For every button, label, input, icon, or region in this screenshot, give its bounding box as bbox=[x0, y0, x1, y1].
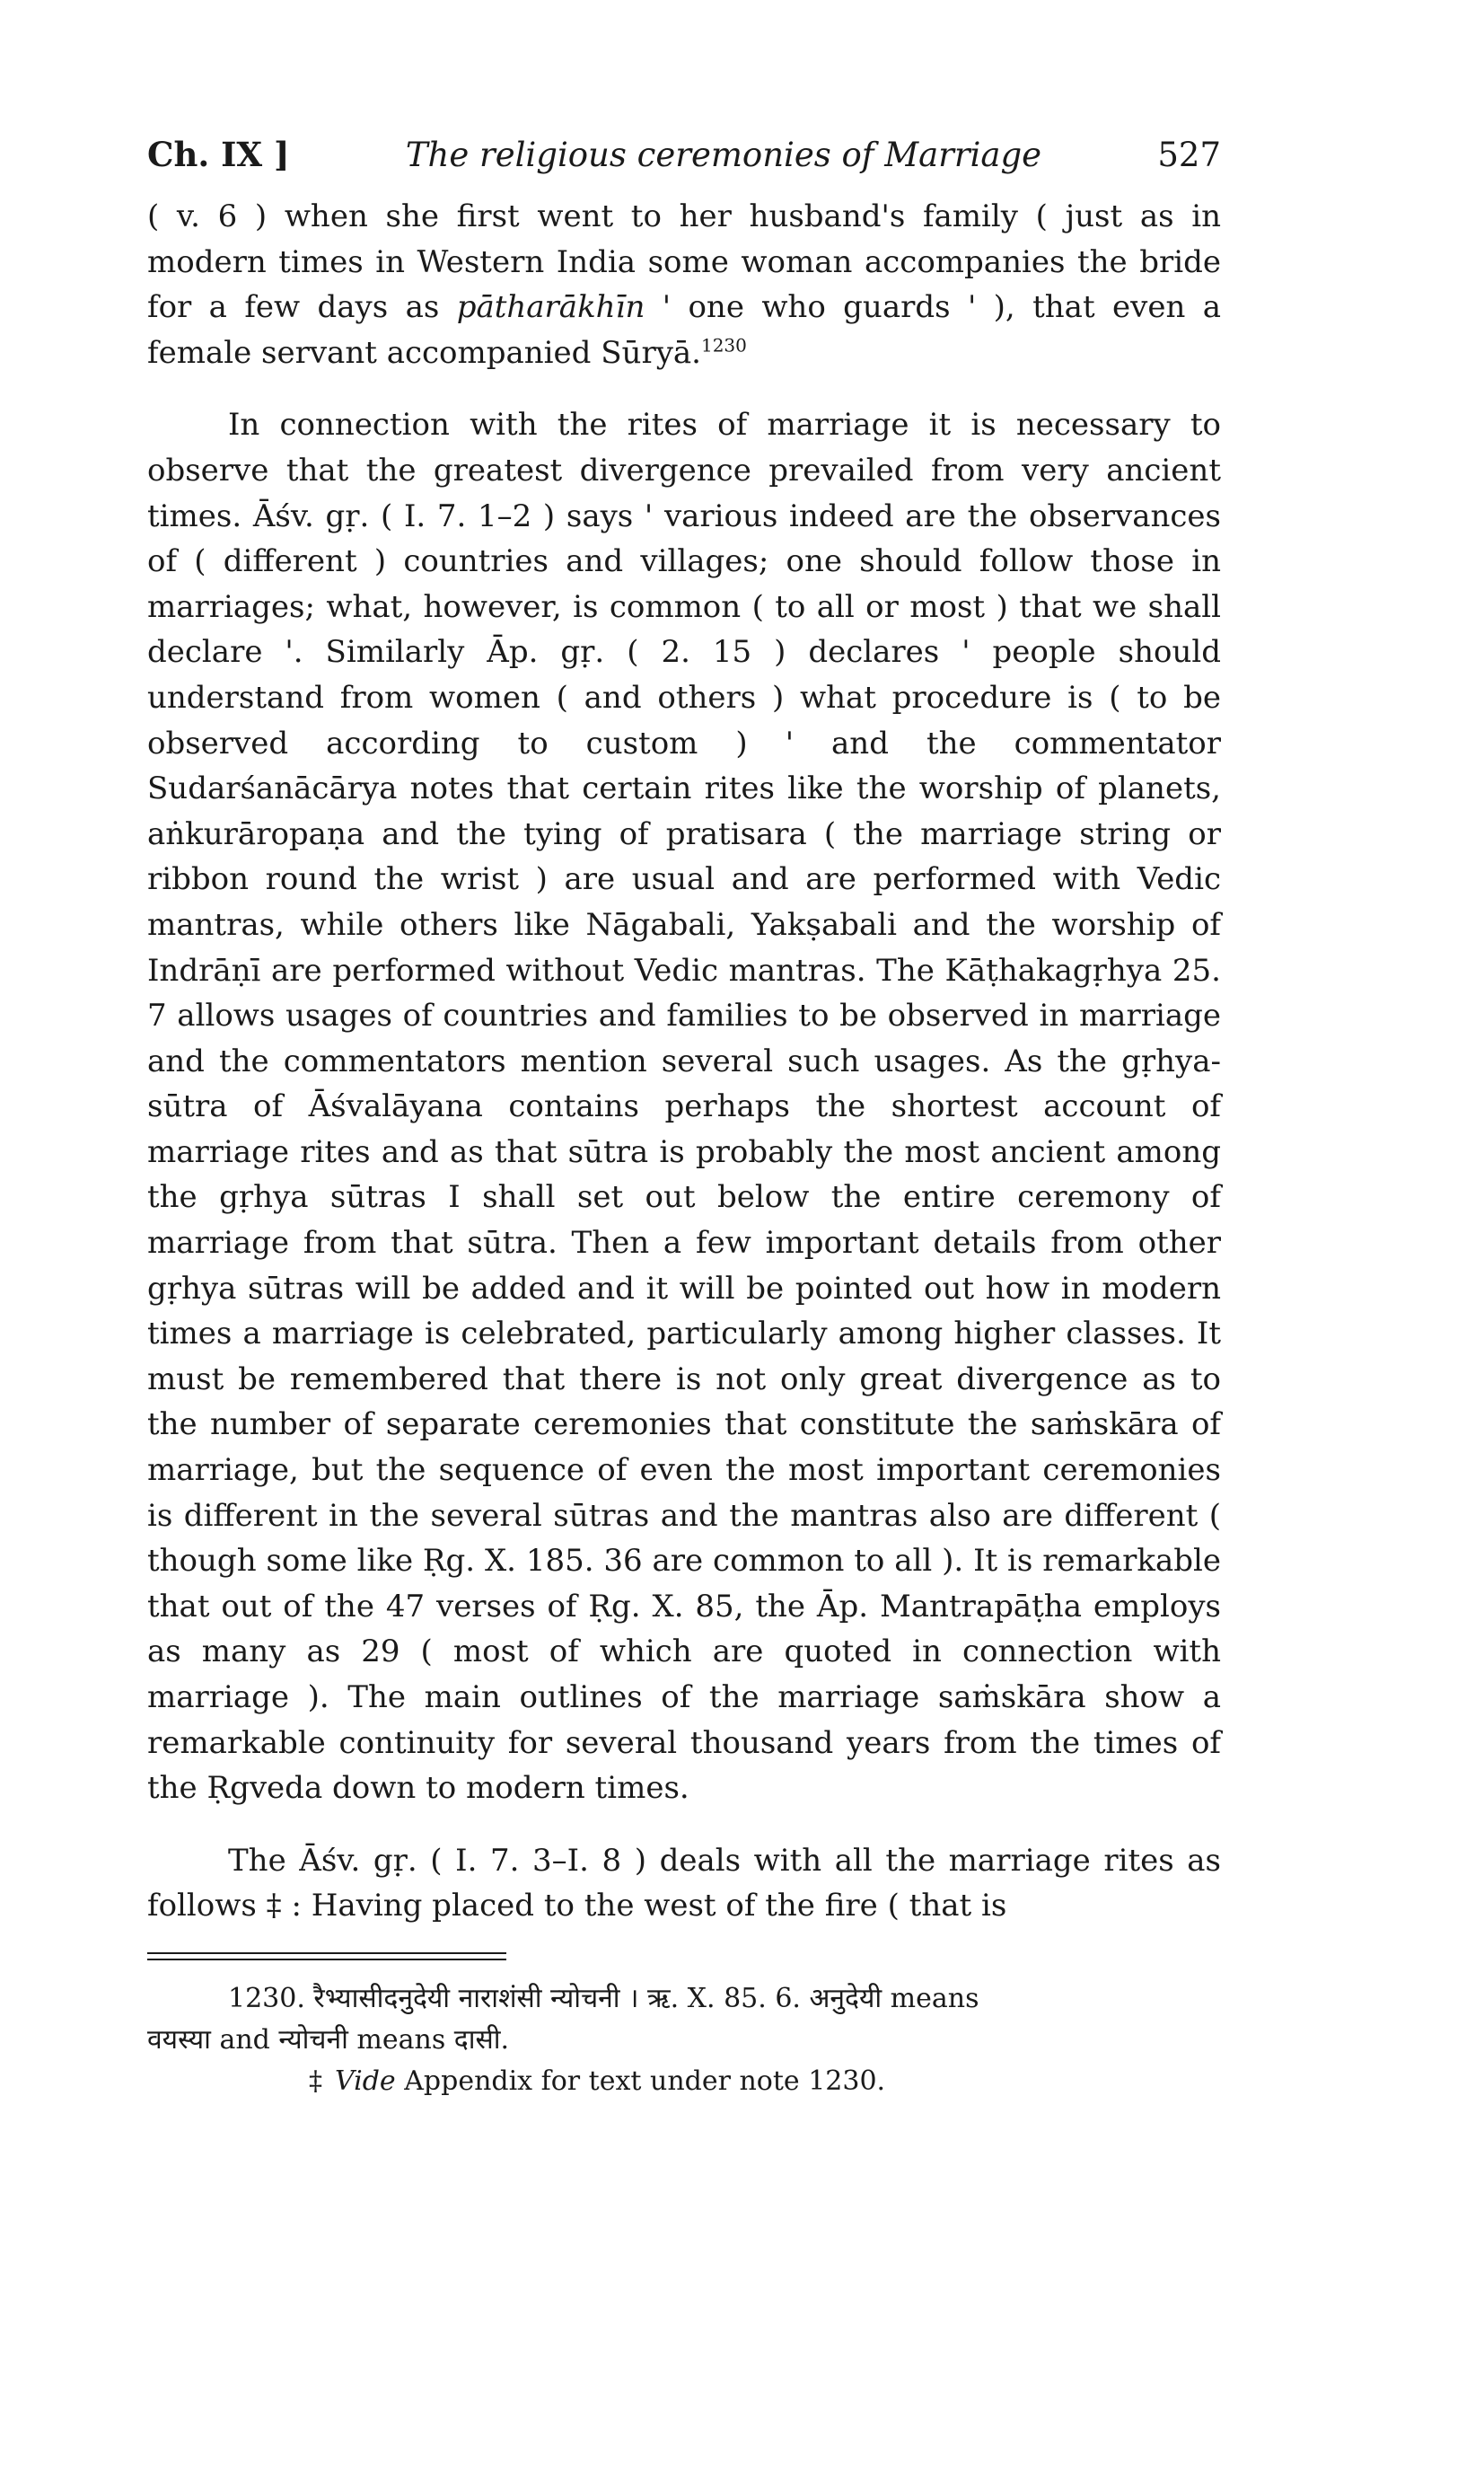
footnote-separator bbox=[147, 1952, 506, 1960]
paragraph-gap bbox=[147, 1811, 1221, 1838]
footnote-1230-line1: 1230. रैभ्यासीदनुदेयी नाराशंसी न्योचनी । ऋ. X. 85. 6. अनुदेयी means bbox=[228, 1982, 979, 2014]
footnote-1230-line2: वयस्या and न्योचनी means दासी. bbox=[147, 2023, 510, 2056]
paragraph-asvalayana: The Āśv. gṛ. ( I. 7. 3–I. 8 ) deals with all the marriage rites as follows ‡ : Having placed to the west of the fire ( that is bbox=[147, 1842, 1221, 1924]
running-title: The religious ceremonies of Marriage bbox=[405, 136, 1042, 174]
para1-italic-term: pātharākhīn bbox=[456, 289, 645, 326]
page-number: 527 bbox=[1157, 136, 1221, 174]
paragraph-marriage-rites: In connection with the rites of marriage it is necessary to observe that the greatest divergence prevailed from very ancient times. Āśv. gṛ. ( I. 7. 1–2 ) says ' various indeed are the observances of ( different ) countries and villages; one should follow those in marriages; what, however, is common ( to all or most ) that we shall declare '. Similarly Āp. gṛ. ( 2. 15 ) declares ' people should understand from women ( and others ) what procedure is ( to be observed according to custom ) ' and the commentator Sudarśanācārya notes that certain rites like the worship of planets, aṅkurāropaṇa and the tying of pratisara ( the marriage string or ribbon round the wrist ) are usual and are performed with Vedic mantras, while others like Nāgabali, Yakṣabali and the worship of Indrāṇī are performed without Vedic mantras. The Kāṭhakagṛhya 25. 7 allows usages of countries and families to be observed in marriage and the commentators mention several such usages. As the gṛhya-sūtra of Āśvalāyana contains perhaps the shortest account of marriage rites and as that sūtra is probably the most ancient among the gṛhya sūtras I shall set out below the entire ceremony of marriage from that sūtra. Then a few important details from other gṛhya sūtras will be added and it will be pointed out how in modern times a marriage is celebrated, particularly among higher classes. It must be remembered that there is not only great divergence as to the number of separate ceremonies that constitute the saṁskāra of marriage, but the sequence of even the most important ceremonies is different in the several sūtras and the mantras also are different ( though some like Ṛg. X. 185. 36 are common to all ). It is remarkable that out of the 47 verses of Ṛg. X. 85, the Āp. Mantrapāṭha employs as many as 29 ( most of which are quoted in connection with marriage ). The main outlines of the marriage saṁskāra show a remarkable continuity for several thousand years from the times of the Ṛgveda down to modern times. bbox=[147, 407, 1221, 1807]
footnote-rule-top bbox=[147, 1952, 506, 1954]
footnote-rule-bottom bbox=[147, 1959, 506, 1960]
paragraph-gap bbox=[147, 375, 1221, 402]
para1-text-b: ' one who guards ' ), that even a female servant accompanied Sūryā. bbox=[147, 289, 1221, 371]
footnote-ref-1230[interactable]: 1230 bbox=[700, 334, 747, 357]
book-page bbox=[147, 135, 1221, 2102]
chapter-label: Ch. IX ] bbox=[147, 135, 290, 174]
appendix-italic: Vide bbox=[335, 2065, 396, 2097]
footnotes bbox=[147, 1978, 1221, 2102]
running-header bbox=[147, 135, 1221, 174]
paragraph-continuation bbox=[147, 194, 1221, 375]
appendix-text: Appendix for text under note 1230. bbox=[395, 2065, 886, 2097]
footnote-appendix bbox=[147, 2061, 1221, 2102]
double-dagger-icon: ‡ bbox=[309, 2065, 322, 2097]
para1-text-a: ( v. 6 ) when she first went to her husband's family ( just as in modern times in Western India some woman accompanies the bride for a few days as bbox=[147, 198, 1221, 326]
